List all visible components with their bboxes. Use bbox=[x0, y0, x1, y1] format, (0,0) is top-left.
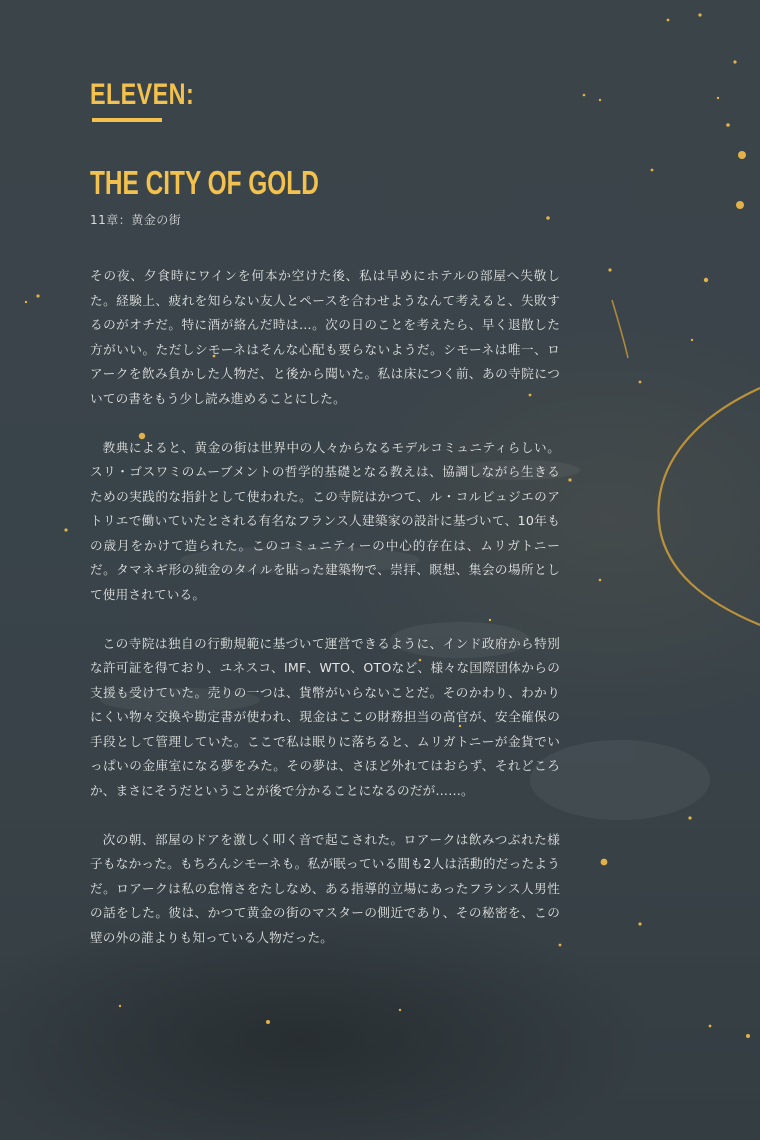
chapter-label: ELEVEN: bbox=[90, 78, 195, 111]
paragraph-1: その夜、夕食時にワインを何本か空けた後、私は早めにホテルの部屋へ失敬した。経験上、疲れを知らない友人とペースを合わせようなんて考えると、失敗するのがオチだ。特に酒が絡んだ時は…。次の日のことを考えたら、早く退散した方がいい。ただしシモーネはそんな心配も要らないようだ。シモーネは唯一、ロアークを飲み負かした人物だ、と後から聞いた。私は床につく前、あの寺院についての書をもう少し読み進めることにした。 bbox=[90, 268, 560, 406]
paragraph-2: 教典によると、黄金の街は世界中の人々からなるモデルコミュニティらしい。スリ・ゴスワミのムーブメントの哲学的基礎となる教えは、協調しながら生きるための実践的な指針として使われた。この寺院はかつて、ル・コルビュジエのアトリエで働いていたとされる有名なフランス人建築家の設計に基づいて、10年もの歳月をかけて造られた。このコミュニティーの中心的存在は、ムリガトニーだ。タマネギ形の純金のタイルを貼った建築物で、崇拝、瞑想、集会の場所として使用されている。 bbox=[90, 439, 560, 602]
chapter-title: THE CITY OF GOLD bbox=[90, 164, 319, 201]
chapter-subtitle: 11章：黄金の街 bbox=[90, 213, 182, 227]
chapter-underline bbox=[92, 118, 162, 122]
gold-arc bbox=[658, 388, 760, 625]
body-text bbox=[90, 264, 560, 975]
paragraph-4: 次の朝、部屋のドアを激しく叩く音で起こされた。ロアークは飲みつぶれた様子もなかった。もちろんシモーネも。私が眠っている間も2人は活動的だったようだ。ロアークは私の怠惰さをたしなめ、ある指導的立場にあったフランス人男性の話をした。彼は、かつて黄金の街のマスターの側近であり、その秘密を、この壁の外の誰よりも知っている人物だった。 bbox=[90, 831, 560, 945]
paragraph-3: この寺院は独自の行動規範に基づいて運営できるように、インド政府から特別な許可証を得ており、ユネスコ、IMF、WTO、OTOなど、様々な国際団体からの支援も受けていた。売りの一つは、貨幣がいらないことだ。そのかわり、わかりにくい物々交換や勘定書が使われ、現金はここの財務担当の高官が、安全確保の手段として管理していた。ここで私は眠りに落ちると、ムリガトニーが金貨でいっぱいの金庫室になる夢をみた。その夢は、さほど外れてはおらず、それどころか、まさにそうだということが後で分かることになるのだが……。 bbox=[90, 635, 560, 798]
